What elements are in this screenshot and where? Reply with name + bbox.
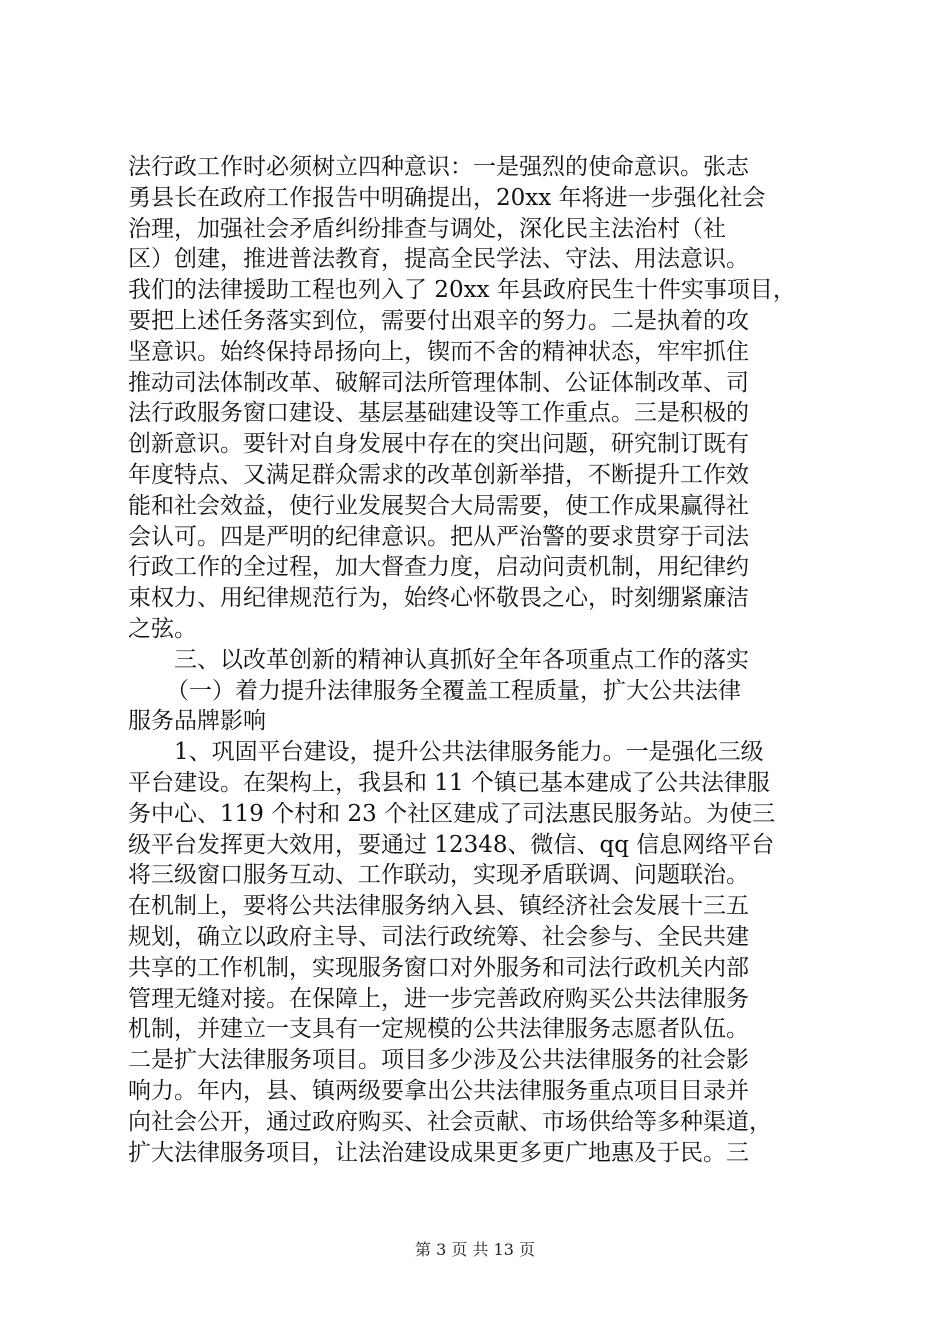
paragraph-line: 平台建设。在架构上，我县和 11 个镇已基本建成了公共法律服 — [128, 769, 770, 796]
paragraph-line: 创新意识。要针对自身发展中存在的突出问题，研究制订既有 — [128, 431, 749, 458]
page-footer — [0, 1240, 950, 1260]
paragraph-line: 勇县长在政府工作报告中明确提出，20xx 年将进一步强化社会 — [128, 184, 766, 211]
paragraph-line: 1、巩固平台建设，提升公共法律服务能力。一是强化三级 — [174, 739, 764, 766]
paragraph-line: 治理，加强社会矛盾纠纷排查与调处，深化民主法治村（社 — [128, 215, 726, 242]
paragraph-line: 规划，确立以政府主导、司法行政统筹、社会参与、全民共建 — [128, 923, 749, 950]
paragraph-line: 束权力、用纪律规范行为，始终心怀敬畏之心，时刻绷紧廉洁 — [128, 585, 749, 612]
paragraph-line: 务中心、119 个村和 23 个社区建成了司法惠民服务站。为使三 — [128, 800, 776, 827]
paragraph-line: 法行政工作时必须树立四种意识：一是强烈的使命意识。张志 — [128, 154, 749, 180]
paragraph-line: 共享的工作机制，实现服务窗口对外服务和司法行政机关内部 — [128, 954, 749, 981]
paragraph-line: 推动司法体制改革、破解司法所管理体制、公证体制改革、司 — [128, 369, 749, 396]
paragraph-line: 区）创建，推进普法教育，提高全民学法、守法、用法意识。 — [128, 246, 749, 273]
paragraph-line: 之弦。 — [128, 615, 197, 642]
paragraph-line: 坚意识。始终保持昂扬向上，锲而不舍的精神状态，牢牢抓住 — [128, 338, 749, 365]
page-number: 第 3 页 共 13 页 — [415, 1240, 535, 1259]
paragraph-line: 级平台发挥更大效用，要通过 12348、微信、qq 信息网络平台 — [128, 831, 775, 858]
paragraph-line: 会认可。四是严明的纪律意识。把从严治警的要求贯穿于司法 — [128, 523, 749, 550]
paragraph-line: 向社会公开，通过政府购买、社会贡献、市场供给等多种渠道， — [128, 1108, 772, 1135]
subsection-heading-continued: 服务品牌影响 — [128, 708, 266, 735]
paragraph-line: 在机制上，要将公共法律服务纳入县、镇经济社会发展十三五 — [128, 893, 749, 920]
paragraph-line: 要把上述任务落实到位，需要付出艰辛的努力。二是执着的攻 — [128, 307, 749, 334]
paragraph-line: 我们的法律援助工程也列入了 20xx 年县政府民生十件实事项目， — [128, 277, 796, 304]
subsection-heading: （一）着力提升法律服务全覆盖工程质量，扩大公共法律 — [166, 677, 741, 704]
paragraph-line: 年度特点、又满足群众需求的改革创新举措，不断提升工作效 — [128, 461, 749, 488]
section-heading: 三、以改革创新的精神认真抓好全年各项重点工作的落实 — [174, 646, 749, 673]
paragraph-line: 扩大法律服务项目，让法治建设成果更多更广地惠及于民。三 — [128, 1139, 749, 1166]
paragraph-line: 响力。年内，县、镇两级要拿出公共法律服务重点项目目录并 — [128, 1077, 749, 1104]
paragraph-line: 管理无缝对接。在保障上，进一步完善政府购买公共法律服务 — [128, 985, 749, 1012]
paragraph-line: 法行政服务窗口建设、基层基础建设等工作重点。三是积极的 — [128, 400, 749, 427]
paragraph-line: 行政工作的全过程，加大督查力度，启动问责机制，用纪律约 — [128, 554, 749, 581]
paragraph-line: 二是扩大法律服务项目。项目多少涉及公共法律服务的社会影 — [128, 1047, 749, 1074]
paragraph-line: 能和社会效益，使行业发展契合大局需要，使工作成果赢得社 — [128, 492, 749, 519]
body-text — [128, 152, 828, 1168]
paragraph-line: 机制，并建立一支具有一定规模的公共法律服务志愿者队伍。 — [128, 1016, 749, 1043]
paragraph-line: 将三级窗口服务互动、工作联动，实现矛盾联调、问题联治。 — [128, 862, 749, 889]
